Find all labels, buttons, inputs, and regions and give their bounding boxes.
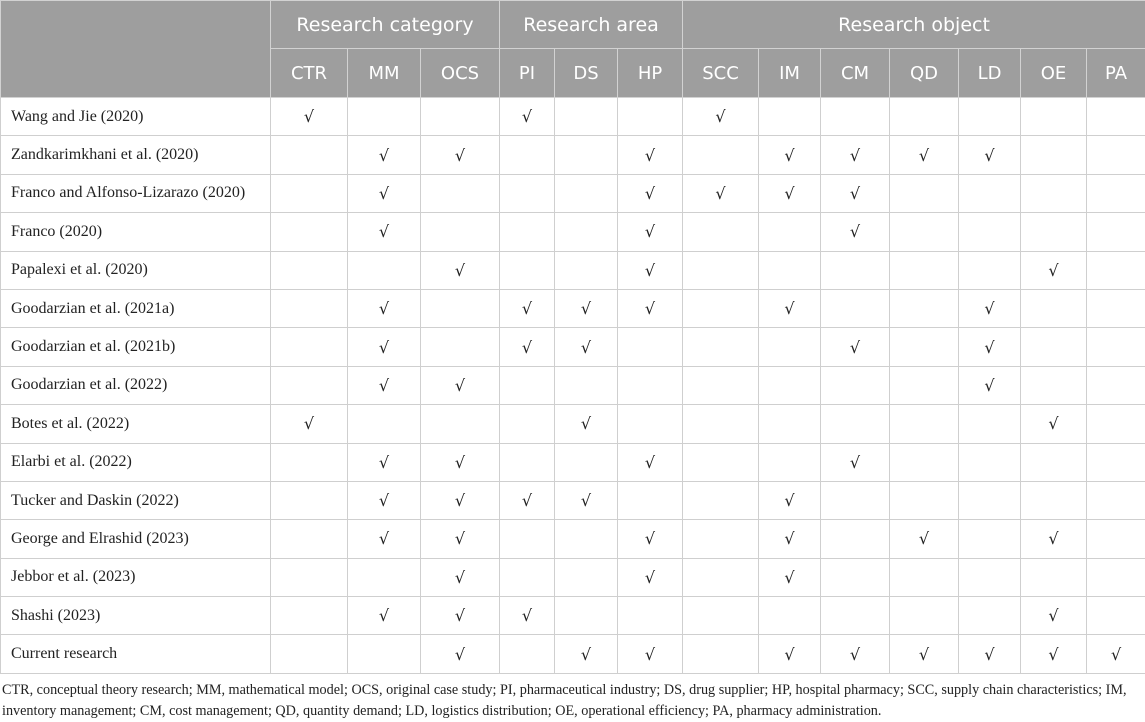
check-mark-cell: √	[618, 251, 683, 289]
check-mark-cell: √	[421, 520, 500, 558]
empty-cell	[500, 558, 555, 596]
empty-cell	[500, 366, 555, 404]
empty-cell	[759, 251, 821, 289]
check-mark-cell: √	[821, 136, 890, 174]
empty-cell	[1087, 558, 1145, 596]
table-row	[1, 443, 1145, 481]
table-row	[1, 98, 1145, 136]
study-name-cell: Goodarzian et al. (2021b)	[1, 328, 271, 366]
column-header-hp: HP	[618, 49, 683, 98]
check-mark-cell: √	[890, 136, 959, 174]
empty-cell	[683, 251, 759, 289]
empty-cell	[1021, 213, 1087, 251]
check-mark-cell: √	[618, 136, 683, 174]
empty-cell	[555, 251, 618, 289]
empty-cell	[421, 98, 500, 136]
check-mark-cell: √	[618, 635, 683, 673]
table-row	[1, 328, 1145, 366]
empty-cell	[683, 520, 759, 558]
empty-cell	[890, 328, 959, 366]
check-mark-cell: √	[759, 289, 821, 327]
check-mark-cell: √	[1021, 520, 1087, 558]
check-mark-cell: √	[759, 635, 821, 673]
empty-cell	[555, 174, 618, 212]
study-name-cell: Current research	[1, 635, 271, 673]
empty-cell	[890, 98, 959, 136]
empty-cell	[1087, 481, 1145, 519]
study-name-cell: Papalexi et al. (2020)	[1, 251, 271, 289]
empty-cell	[1087, 405, 1145, 443]
empty-cell	[555, 597, 618, 635]
empty-cell	[271, 443, 348, 481]
empty-cell	[959, 520, 1021, 558]
study-name-cell: Wang and Jie (2020)	[1, 98, 271, 136]
check-mark-cell: √	[348, 597, 421, 635]
empty-cell	[555, 136, 618, 174]
empty-cell	[555, 520, 618, 558]
study-name-cell: Goodarzian et al. (2022)	[1, 366, 271, 404]
check-mark-cell: √	[759, 136, 821, 174]
table-row	[1, 366, 1145, 404]
column-header-ctr: CTR	[271, 49, 348, 98]
check-mark-cell: √	[821, 174, 890, 212]
study-name-cell: George and Elrashid (2023)	[1, 520, 271, 558]
empty-cell	[618, 405, 683, 443]
check-mark-cell: √	[821, 328, 890, 366]
column-header-qd: QD	[890, 49, 959, 98]
column-header-pi: PI	[500, 49, 555, 98]
check-mark-cell: √	[959, 366, 1021, 404]
empty-cell	[959, 174, 1021, 212]
empty-cell	[348, 558, 421, 596]
column-header-mm: MM	[348, 49, 421, 98]
empty-cell	[890, 213, 959, 251]
empty-cell	[759, 405, 821, 443]
empty-cell	[959, 443, 1021, 481]
empty-cell	[683, 136, 759, 174]
check-mark-cell: √	[1021, 251, 1087, 289]
check-mark-cell: √	[759, 520, 821, 558]
check-mark-cell: √	[821, 443, 890, 481]
column-header-scc: SCC	[683, 49, 759, 98]
check-mark-cell: √	[348, 443, 421, 481]
empty-cell	[421, 289, 500, 327]
empty-cell	[890, 289, 959, 327]
empty-cell	[890, 251, 959, 289]
check-mark-cell: √	[959, 635, 1021, 673]
empty-cell	[271, 481, 348, 519]
check-mark-cell: √	[759, 174, 821, 212]
check-mark-cell: √	[500, 98, 555, 136]
empty-cell	[1021, 174, 1087, 212]
empty-cell	[1087, 213, 1145, 251]
table-header	[1, 1, 1145, 98]
check-mark-cell: √	[555, 635, 618, 673]
check-mark-cell: √	[348, 481, 421, 519]
empty-cell	[421, 174, 500, 212]
column-header-ld: LD	[959, 49, 1021, 98]
empty-cell	[500, 251, 555, 289]
empty-cell	[683, 366, 759, 404]
empty-cell	[890, 174, 959, 212]
check-mark-cell: √	[421, 481, 500, 519]
empty-cell	[683, 635, 759, 673]
empty-cell	[1021, 98, 1087, 136]
group-header-research-object: Research object	[683, 1, 1145, 49]
table-row	[1, 136, 1145, 174]
empty-cell	[618, 98, 683, 136]
empty-cell	[271, 289, 348, 327]
column-header-ocs: OCS	[421, 49, 500, 98]
check-mark-cell: √	[618, 443, 683, 481]
check-mark-cell: √	[271, 98, 348, 136]
empty-cell	[271, 366, 348, 404]
check-mark-cell: √	[821, 213, 890, 251]
table-row	[1, 289, 1145, 327]
empty-cell	[821, 520, 890, 558]
empty-cell	[618, 481, 683, 519]
table-row	[1, 558, 1145, 596]
check-mark-cell: √	[421, 597, 500, 635]
empty-cell	[500, 174, 555, 212]
empty-cell	[890, 405, 959, 443]
empty-cell	[500, 405, 555, 443]
check-mark-cell: √	[348, 520, 421, 558]
check-mark-cell: √	[618, 520, 683, 558]
empty-cell	[271, 251, 348, 289]
group-header-research-area: Research area	[500, 1, 683, 49]
check-mark-cell: √	[555, 405, 618, 443]
empty-cell	[1021, 443, 1087, 481]
empty-cell	[1087, 289, 1145, 327]
empty-cell	[555, 443, 618, 481]
table-row	[1, 481, 1145, 519]
table-row	[1, 520, 1145, 558]
check-mark-cell: √	[421, 251, 500, 289]
empty-cell	[271, 136, 348, 174]
check-mark-cell: √	[759, 481, 821, 519]
empty-cell	[890, 481, 959, 519]
empty-cell	[555, 366, 618, 404]
check-mark-cell: √	[271, 405, 348, 443]
study-name-cell: Shashi (2023)	[1, 597, 271, 635]
empty-cell	[1021, 289, 1087, 327]
check-mark-cell: √	[348, 174, 421, 212]
check-mark-cell: √	[348, 289, 421, 327]
check-mark-cell: √	[555, 481, 618, 519]
empty-cell	[959, 98, 1021, 136]
check-mark-cell: √	[683, 98, 759, 136]
empty-cell	[1087, 136, 1145, 174]
empty-cell	[683, 558, 759, 596]
empty-cell	[821, 251, 890, 289]
empty-cell	[500, 136, 555, 174]
check-mark-cell: √	[348, 213, 421, 251]
empty-cell	[890, 597, 959, 635]
column-header-im: IM	[759, 49, 821, 98]
table-footnote: CTR, conceptual theory research; MM, mathematical model; OCS, original case study; PI, pharmaceutical industry; DS, drug supplier; HP, hospital pharmacy; SCC, supply chain characteristics; IM, inventory management; CM, cost management; QD, quantity demand; LD, logistics distribution; OE, operational efficiency; PA, pharmacy administration.	[2, 680, 1142, 722]
empty-cell	[618, 597, 683, 635]
column-header-ds: DS	[555, 49, 618, 98]
study-name-cell: Franco (2020)	[1, 213, 271, 251]
check-mark-cell: √	[421, 558, 500, 596]
empty-cell	[821, 98, 890, 136]
empty-cell	[759, 213, 821, 251]
empty-cell	[1087, 366, 1145, 404]
empty-cell	[421, 328, 500, 366]
empty-cell	[890, 443, 959, 481]
table-row	[1, 251, 1145, 289]
empty-cell	[959, 213, 1021, 251]
empty-cell	[959, 251, 1021, 289]
check-mark-cell: √	[348, 366, 421, 404]
empty-cell	[271, 597, 348, 635]
study-name-cell: Jebbor et al. (2023)	[1, 558, 271, 596]
check-mark-cell: √	[618, 213, 683, 251]
check-mark-cell: √	[1021, 597, 1087, 635]
empty-cell	[555, 98, 618, 136]
empty-cell	[759, 366, 821, 404]
empty-cell	[500, 213, 555, 251]
study-name-cell: Elarbi et al. (2022)	[1, 443, 271, 481]
empty-cell	[500, 635, 555, 673]
table-row	[1, 213, 1145, 251]
empty-cell	[683, 443, 759, 481]
empty-cell	[618, 328, 683, 366]
empty-cell	[271, 558, 348, 596]
table-row	[1, 405, 1145, 443]
empty-cell	[759, 597, 821, 635]
empty-cell	[683, 328, 759, 366]
check-mark-cell: √	[421, 635, 500, 673]
empty-cell	[271, 635, 348, 673]
check-mark-cell: √	[890, 635, 959, 673]
empty-cell	[1087, 328, 1145, 366]
empty-cell	[890, 558, 959, 596]
empty-cell	[759, 98, 821, 136]
empty-cell	[421, 405, 500, 443]
empty-cell	[555, 213, 618, 251]
empty-cell	[618, 366, 683, 404]
empty-cell	[683, 213, 759, 251]
check-mark-cell: √	[618, 558, 683, 596]
empty-cell	[959, 481, 1021, 519]
check-mark-cell: √	[683, 174, 759, 212]
group-header-row	[1, 1, 1145, 49]
empty-cell	[1021, 328, 1087, 366]
check-mark-cell: √	[421, 443, 500, 481]
check-mark-cell: √	[555, 289, 618, 327]
empty-cell	[683, 405, 759, 443]
empty-cell	[271, 328, 348, 366]
group-header-research-category: Research category	[271, 1, 500, 49]
table-body	[1, 98, 1145, 674]
empty-cell	[1087, 174, 1145, 212]
empty-cell	[348, 635, 421, 673]
check-mark-cell: √	[421, 366, 500, 404]
empty-cell	[421, 213, 500, 251]
empty-cell	[348, 98, 421, 136]
empty-cell	[1021, 136, 1087, 174]
table-row	[1, 597, 1145, 635]
empty-cell	[821, 405, 890, 443]
empty-cell	[1087, 597, 1145, 635]
empty-cell	[500, 443, 555, 481]
empty-cell	[500, 520, 555, 558]
empty-cell	[1021, 558, 1087, 596]
check-mark-cell: √	[555, 328, 618, 366]
empty-cell	[1087, 251, 1145, 289]
empty-cell	[555, 558, 618, 596]
table-row	[1, 635, 1145, 673]
study-name-cell: Zandkarimkhani et al. (2020)	[1, 136, 271, 174]
empty-cell	[821, 481, 890, 519]
check-mark-cell: √	[500, 289, 555, 327]
check-mark-cell: √	[959, 289, 1021, 327]
check-mark-cell: √	[759, 558, 821, 596]
study-name-cell: Franco and Alfonso-Lizarazo (2020)	[1, 174, 271, 212]
empty-cell	[1087, 443, 1145, 481]
check-mark-cell: √	[1021, 405, 1087, 443]
check-mark-cell: √	[618, 174, 683, 212]
empty-cell	[959, 405, 1021, 443]
empty-cell	[348, 405, 421, 443]
check-mark-cell: √	[959, 328, 1021, 366]
empty-cell	[1087, 520, 1145, 558]
check-mark-cell: √	[348, 136, 421, 174]
check-mark-cell: √	[618, 289, 683, 327]
check-mark-cell: √	[500, 481, 555, 519]
study-name-cell: Tucker and Daskin (2022)	[1, 481, 271, 519]
check-mark-cell: √	[500, 597, 555, 635]
check-mark-cell: √	[959, 136, 1021, 174]
empty-cell	[1021, 481, 1087, 519]
empty-cell	[959, 558, 1021, 596]
header-corner-cell	[1, 1, 271, 98]
check-mark-cell: √	[1087, 635, 1145, 673]
empty-cell	[683, 481, 759, 519]
table-row	[1, 174, 1145, 212]
study-name-cell: Botes et al. (2022)	[1, 405, 271, 443]
check-mark-cell: √	[1021, 635, 1087, 673]
column-header-pa: PA	[1087, 49, 1145, 98]
empty-cell	[271, 174, 348, 212]
empty-cell	[890, 366, 959, 404]
empty-cell	[683, 289, 759, 327]
empty-cell	[1021, 366, 1087, 404]
column-header-cm: CM	[821, 49, 890, 98]
empty-cell	[821, 289, 890, 327]
column-header-oe: OE	[1021, 49, 1087, 98]
empty-cell	[1087, 98, 1145, 136]
study-name-cell: Goodarzian et al. (2021a)	[1, 289, 271, 327]
check-mark-cell: √	[890, 520, 959, 558]
empty-cell	[821, 558, 890, 596]
empty-cell	[821, 597, 890, 635]
check-mark-cell: √	[348, 328, 421, 366]
empty-cell	[271, 213, 348, 251]
empty-cell	[959, 597, 1021, 635]
empty-cell	[683, 597, 759, 635]
check-mark-cell: √	[821, 635, 890, 673]
empty-cell	[821, 366, 890, 404]
empty-cell	[348, 251, 421, 289]
check-mark-cell: √	[500, 328, 555, 366]
empty-cell	[759, 443, 821, 481]
empty-cell	[271, 520, 348, 558]
empty-cell	[759, 328, 821, 366]
check-mark-cell: √	[421, 136, 500, 174]
